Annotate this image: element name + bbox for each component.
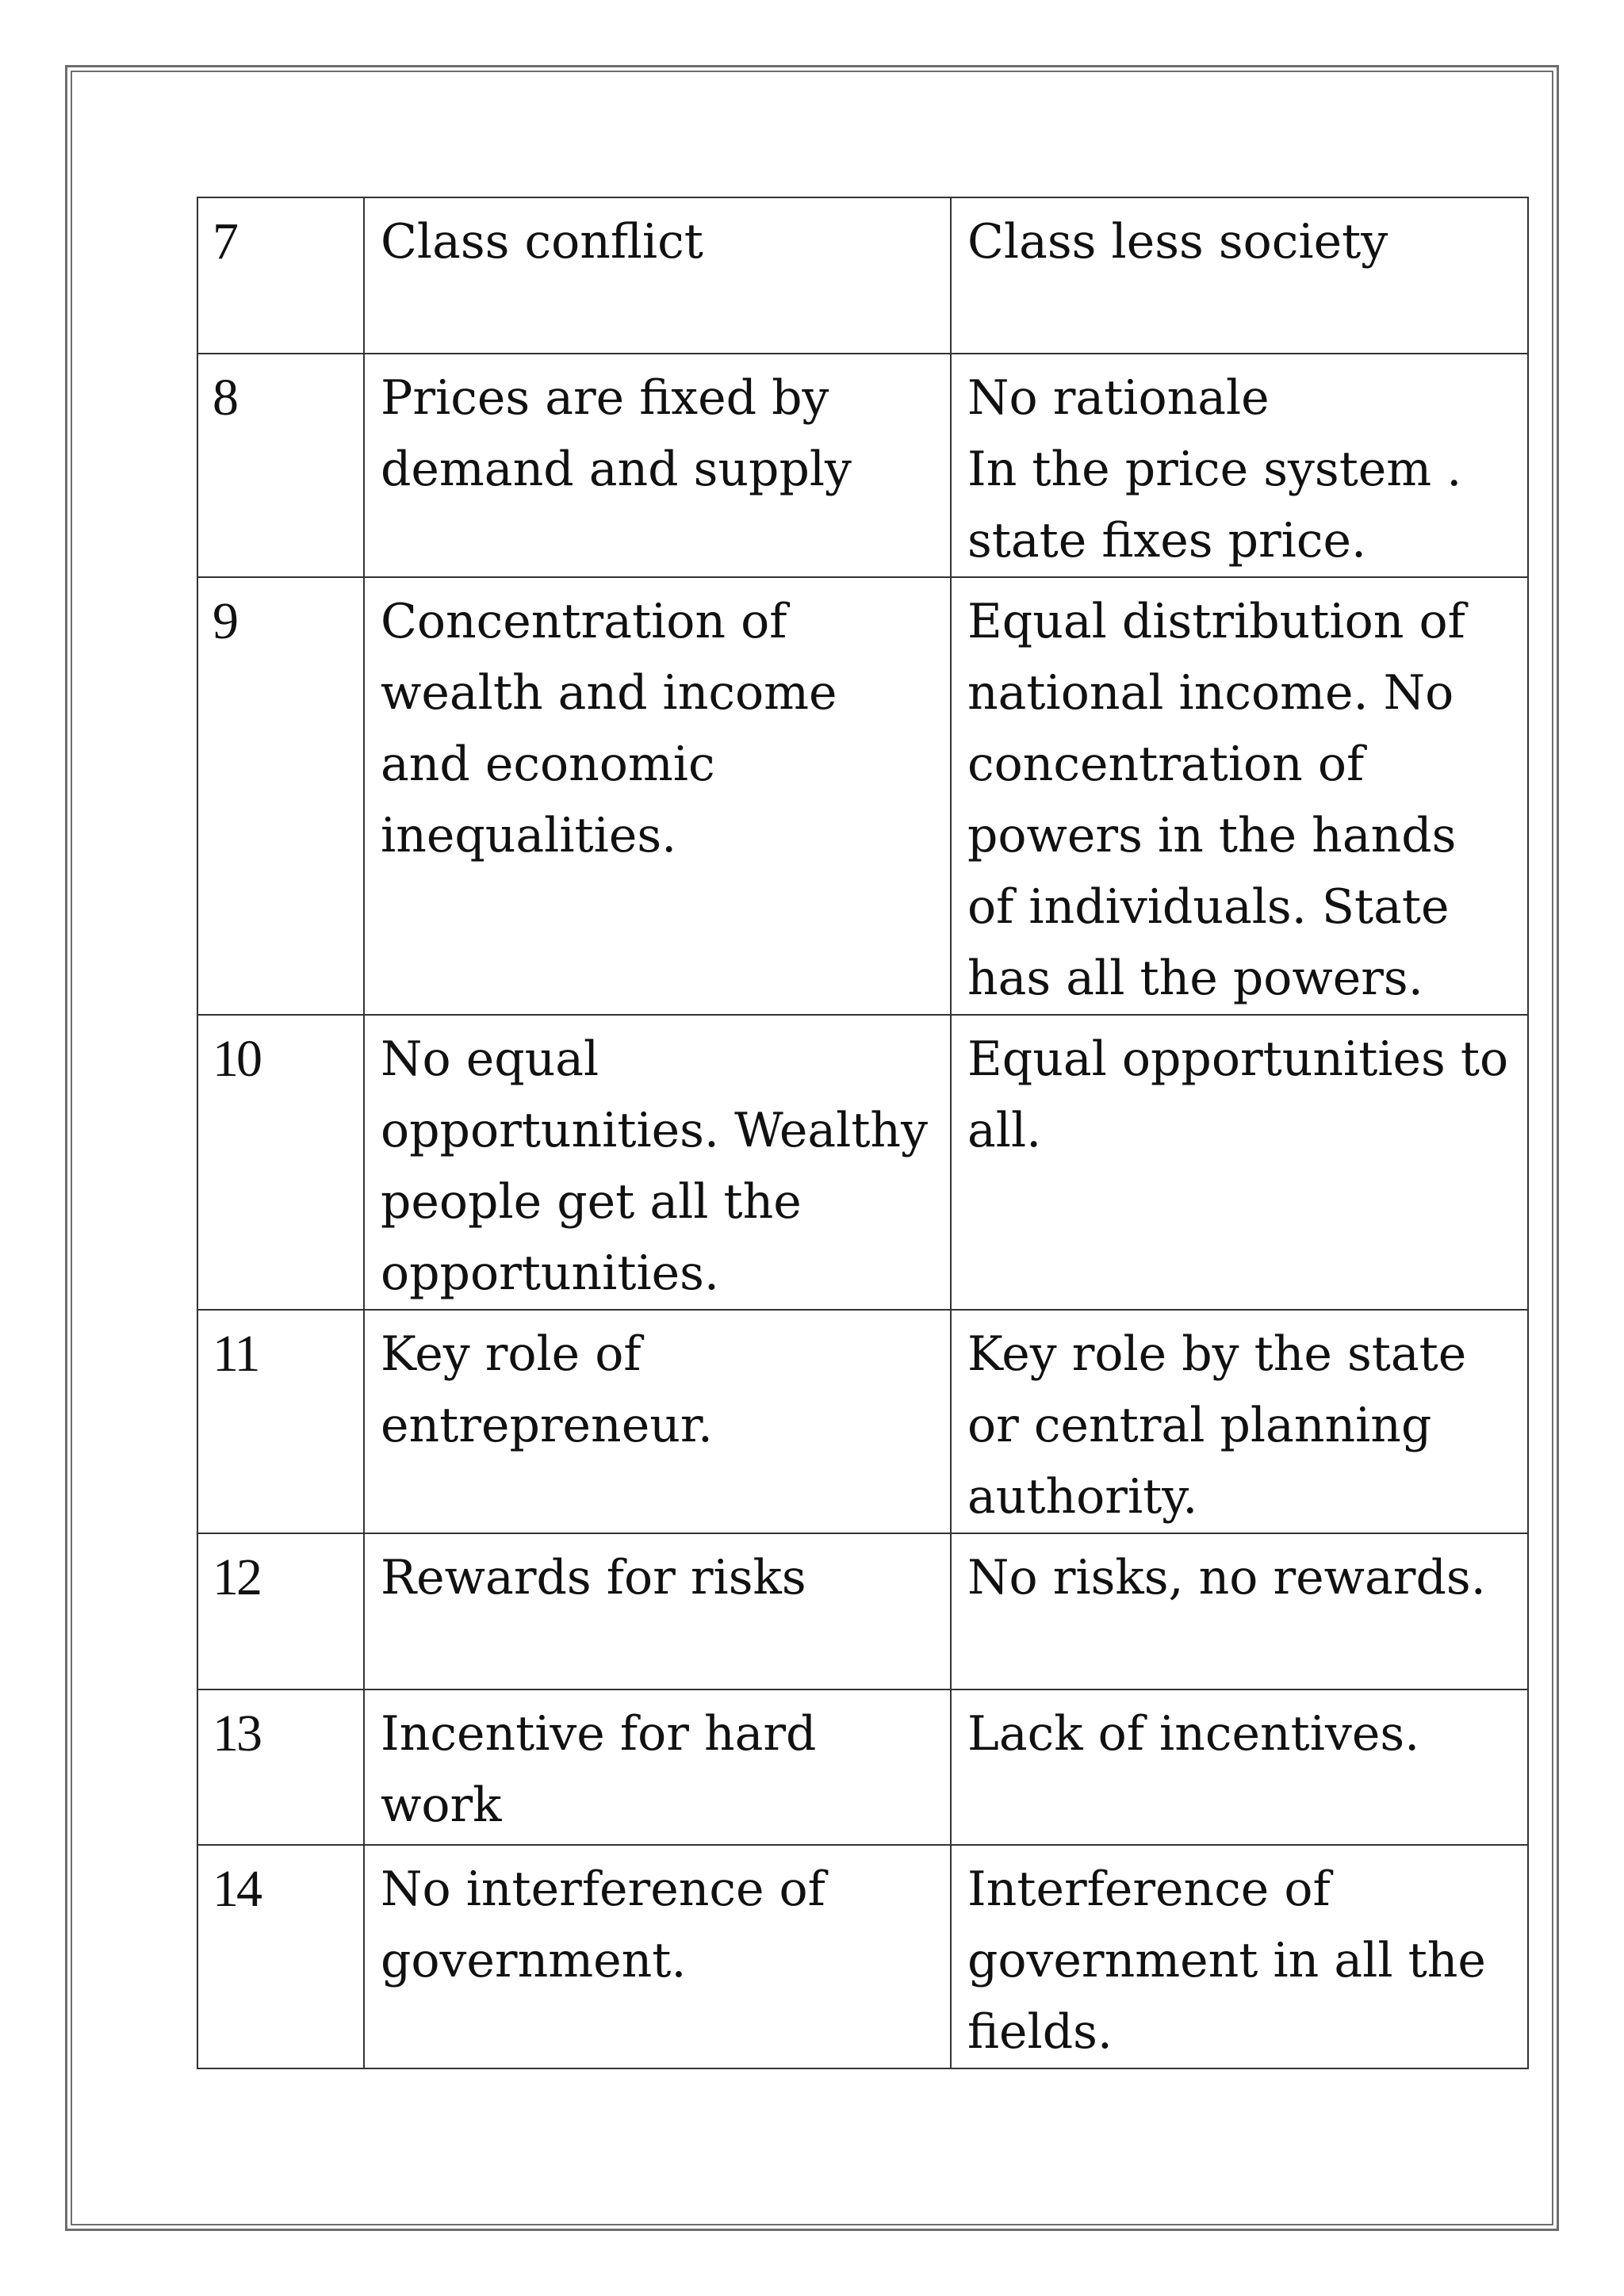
table-row (197, 577, 1528, 1015)
capitalism-cell: Rewards for risks (364, 1533, 951, 1689)
capitalism-cell: No interference of government. (364, 1845, 951, 2068)
capitalism-cell: Key role of entrepreneur. (364, 1310, 951, 1533)
row-number: 8 (197, 354, 364, 577)
capitalism-cell: No equal opportunities. Wealthy people get all the opportunities. (364, 1015, 951, 1310)
row-number: 11 (197, 1310, 364, 1533)
table-row (197, 1533, 1528, 1689)
table-row (197, 1845, 1528, 2068)
table-row (197, 1015, 1528, 1310)
socialism-cell: Equal distribution of national income. No concentration of powers in the hands of individuals. State has all the powers. (951, 577, 1528, 1015)
capitalism-cell: Class conflict (364, 197, 951, 354)
socialism-cell: Lack of incentives. (951, 1689, 1528, 1845)
row-number: 14 (197, 1845, 364, 2068)
socialism-cell: Class less society (951, 197, 1528, 354)
comparison-table (197, 197, 1529, 2069)
capitalism-cell: Incentive for hard work (364, 1689, 951, 1845)
table-row (197, 1310, 1528, 1533)
table-row (197, 1689, 1528, 1845)
row-number: 9 (197, 577, 364, 1015)
capitalism-cell: Concentration of wealth and income and economic inequalities. (364, 577, 951, 1015)
socialism-cell: No rationale In the price system . state fixes price. (951, 354, 1528, 577)
table-row (197, 197, 1528, 354)
table-row (197, 354, 1528, 577)
socialism-cell: Key role by the state or central planning authority. (951, 1310, 1528, 1533)
capitalism-cell: Prices are fixed by demand and supply (364, 354, 951, 577)
socialism-cell: Interference of government in all the fields. (951, 1845, 1528, 2068)
row-number: 10 (197, 1015, 364, 1310)
socialism-cell: No risks, no rewards. (951, 1533, 1528, 1689)
row-number: 13 (197, 1689, 364, 1845)
row-number: 12 (197, 1533, 364, 1689)
row-number: 7 (197, 197, 364, 354)
socialism-cell: Equal opportunities to all. (951, 1015, 1528, 1310)
